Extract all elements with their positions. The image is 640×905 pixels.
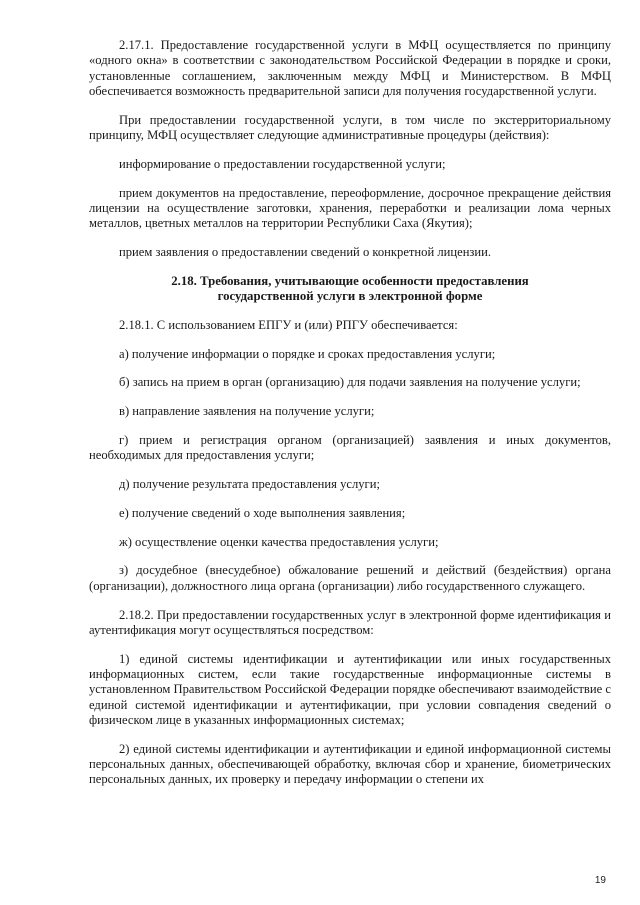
- paragraph-2-17-1: 2.17.1. Предоставление государственной услуги в МФЦ осуществляется по принципу «одного окна» в соответствии с законодательством Российской Федерации в порядке и сроки, установленные соглашением, заключенным между МФЦ и Министерством. В МФЦ обеспечивается возможность предварительной записи для получения государственной услуги.: [89, 38, 611, 98]
- section-heading-line-1: 2.18. Требования, учитывающие особенности предоставления: [171, 273, 529, 288]
- page-number: 19: [594, 875, 606, 886]
- document-body: [89, 38, 611, 801]
- paragraph-procedures-intro: При предоставлении государственной услуги, в том числе по экстерриториальному принципу, МФЦ осуществляет следующие административные процедуры (действия):: [89, 112, 611, 142]
- paragraph-informing: информирование о предоставлении государственной услуги;: [119, 156, 446, 171]
- paragraph-application-intake: прием заявления о предоставлении сведений о конкретной лицензии.: [119, 244, 492, 259]
- list-item-e: е) получение сведений о ходе выполнения заявления;: [119, 505, 406, 520]
- list-item-d: д) получение результата предоставления услуги;: [119, 477, 380, 492]
- paragraph-2-18-1: 2.18.1. С использованием ЕПГУ и (или) РПГУ обеспечивается:: [119, 317, 458, 332]
- list-item-zh: ж) осуществление оценки качества предоставления услуги;: [119, 534, 439, 549]
- paragraph-2-18-2: 2.18.2. При предоставлении государственных услуг в электронной форме идентификация и аутентификация могут осуществляться посредством:: [89, 607, 611, 637]
- section-heading-line-2: государственной услуги в электронной форме: [217, 289, 483, 304]
- paragraph-document-intake: прием документов на предоставление, переоформление, досрочное прекращение действия лицензии на осуществление заготовки, хранения, переработки и реализации лома черных металлов, цветных металлов на территории Республики Саха (Якутия);: [89, 185, 611, 231]
- list-item-z: з) досудебное (внесудебное) обжалование решений и действий (бездействия) органа (организации), должностного лица органа (организации) либо государственного служащего.: [89, 563, 611, 593]
- section-heading-2-18: [89, 274, 611, 305]
- numbered-item-1: 1) единой системы идентификации и аутентификации или иных государственных информационных систем, если такие государственные информационные системы в установленном Правительством Российской Федерации порядке обеспечивают взаимодействие с единой системой идентификации и аутентификации, при условии совпадения сведений о физическом лице в указанных информационных системах;: [89, 651, 611, 727]
- list-item-g: г) прием и регистрация органом (организацией) заявления и иных документов, необходимых для предоставления услуги;: [89, 432, 611, 463]
- numbered-item-2: 2) единой системы идентификации и аутентификации и единой информационной системы персональных данных, обеспечивающей обработку, включая сбор и хранение, биометрических персональных данных, их проверку и передачу информации о степени их: [89, 741, 611, 787]
- list-item-v: в) направление заявления на получение услуги;: [119, 404, 375, 419]
- list-item-b: б) запись на прием в орган (организацию) для подачи заявления на получение услуги;: [119, 375, 581, 390]
- list-item-a: а) получение информации о порядке и сроках предоставления услуги;: [119, 346, 496, 361]
